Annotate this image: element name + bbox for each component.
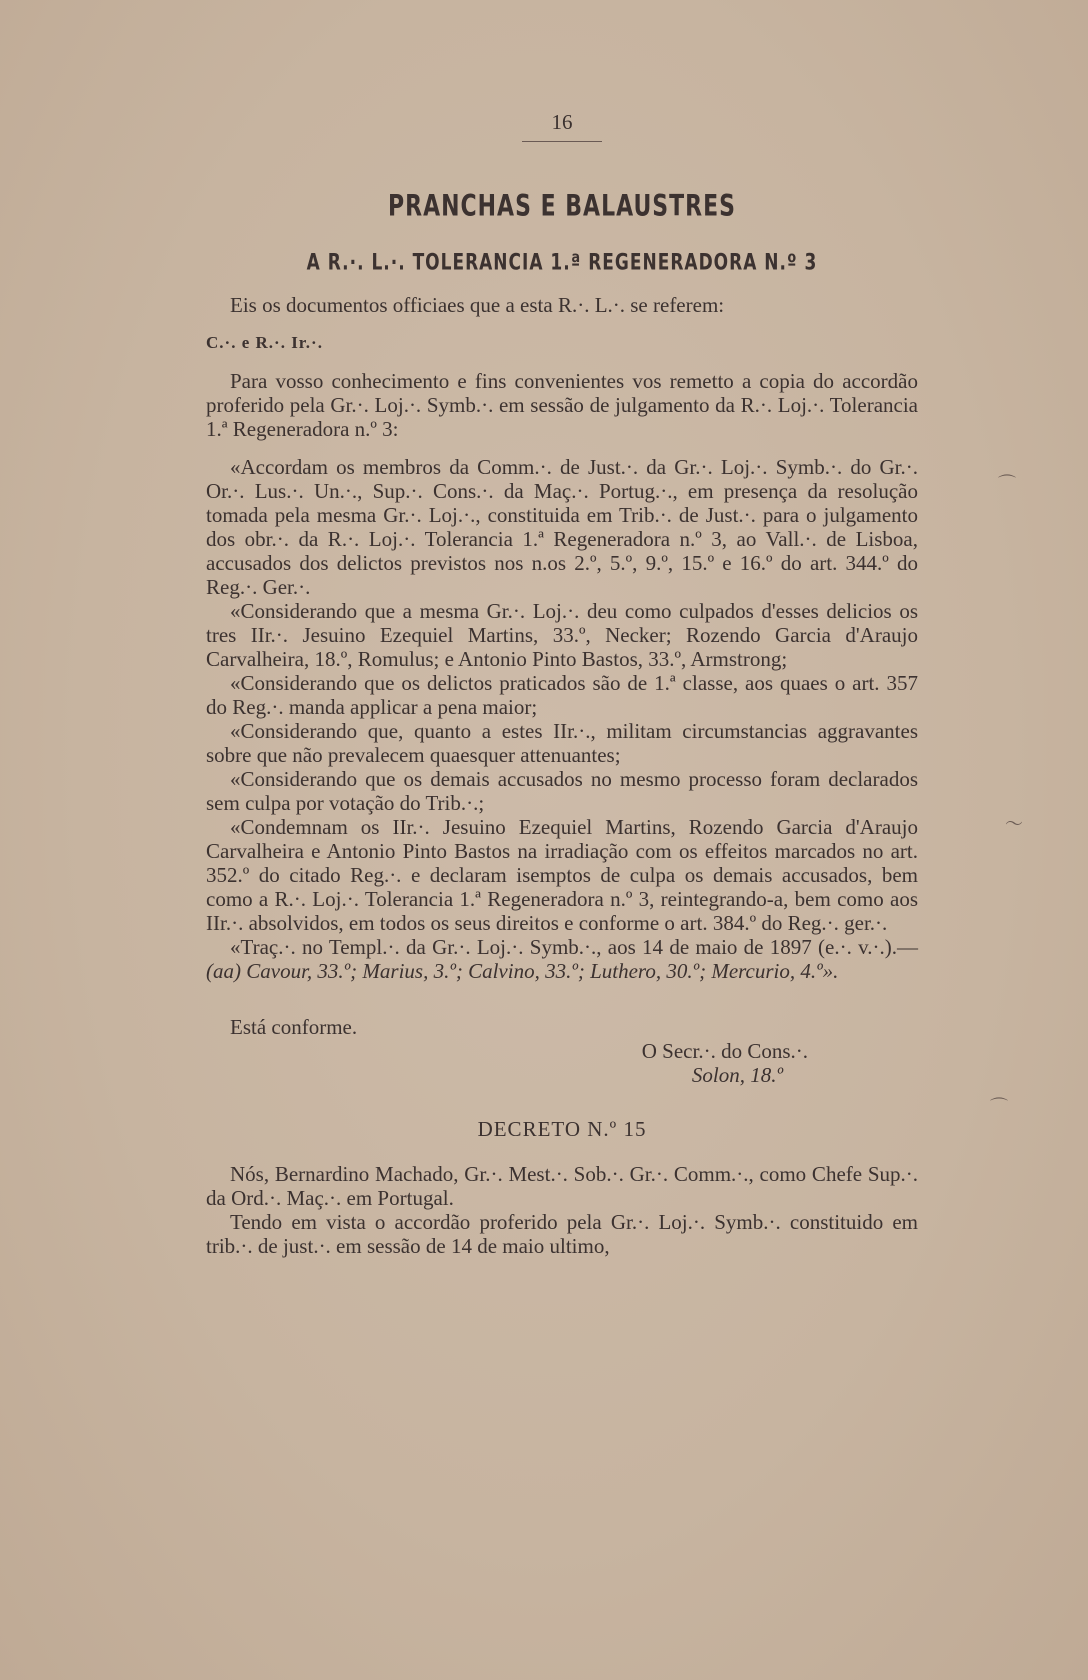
secretary-title: O Secr.·. do Cons.·.: [641, 1039, 808, 1063]
paragraph-2: «Accordam os membros da Comm.·. de Just.·. da Gr.·. Loj.·. Symb.·. do Gr.·. Or.·. Lus.·. Un.·., Sup.·. Cons.·. da Maç.·. Portug.·., em presença da resolução tomada pela mesma Gr.·. Loj.·., constituida em Trib.·. de Just.·. para o julgamento dos obr.·. da R.·. Loj.·. Tolerancia 1.ª Regeneradora n.º 3, ao Vall.·. de Lisboa, accusados dos delictos previstos nos n.os 2.º, 5.º, 9.º, 15.º e 16.º do art. 344.º do Reg.·. Ger.·.: [206, 455, 918, 599]
paragraph-gap: [206, 441, 918, 455]
margin-pencil-mark: 〜: [1005, 814, 1023, 834]
salutation: C.·. e R.·. Ir.·.: [206, 333, 323, 352]
secretary-name: Solon, 18.º: [691, 1063, 783, 1087]
decree-paragraph-1: Nós, Bernardino Machado, Gr.·. Mest.·. Sob.·. Gr.·. Comm.·., como Chefe Sup.·. da Ord.·. Maç.·. em Portugal.: [206, 1162, 918, 1210]
paragraph-1: Para vosso conhecimento e fins convenientes vos remetto a copia do accordão proferido pela Gr.·. Loj.·. Symb.·. em sessão de julgamento da R.·. Loj.·. Tolerancia 1.ª Regeneradora n.º 3:: [206, 369, 918, 441]
paragraph-6: «Considerando que os demais accusados no mesmo processo foram declarados sem culpa por votação do Trib.·.;: [206, 767, 918, 815]
page-content: [206, 110, 918, 1258]
esta-conforme: Está conforme.: [230, 1015, 358, 1039]
paragraph-7: «Condemnam os IIr.·. Jesuino Ezequiel Martins, Rozendo Garcia d'Araujo Carvalheira e Antonio Pinto Bastos na irradiação com os effeitos marcados no art. 352.º do citado Reg.·. e declaram isemptos de culpa os demais accusados, bem como a R.·. Loj.·. Tolerancia 1.ª Regeneradora n.º 3, reintegrando-a, bem como aos IIr.·. absolvidos, em todos os seus direitos e conforme o art. 384.º do Reg.·. ger.·.: [206, 815, 918, 935]
page-number: 16: [551, 110, 573, 134]
paragraph-8-signatures: (aa) Cavour, 33.º; Marius, 3.º; Calvino, 33.º; Luthero, 30.º; Mercurio, 4.º».: [206, 959, 839, 983]
intro-text: Eis os documentos officiaes que a esta R.·. L.·. se referem:: [230, 293, 725, 317]
page-number-rule: [522, 141, 602, 142]
page-title: PRANCHAS E BALAUSTRES: [388, 189, 736, 224]
margin-pencil-mark: ⌒: [998, 474, 1016, 494]
margin-pencil-mark: ⌒: [990, 1097, 1008, 1117]
decree-paragraph-2: Tendo em vista o accordão proferido pela Gr.·. Loj.·. Symb.·. constituido em trib.·. de just.·. em sessão de 14 de maio ultimo,: [206, 1210, 918, 1258]
section-subtitle: A R.·. L.·. TOLERANCIA 1.ª REGENERADORA N.º 3: [306, 250, 818, 276]
paragraph-4: «Considerando que os delictos praticados são de 1.ª classe, aos quaes o art. 357 do Reg.·. manda applicar a pena maior;: [206, 671, 918, 719]
paragraph-8-prefix: «Traç.·. no Templ.·. da Gr.·. Loj.·. Symb.·., aos 14 de maio de 1897 (e.·. v.·.).—: [230, 935, 918, 959]
paragraph-5: «Considerando que, quanto a estes IIr.·., militam circumstancias aggravantes sobre que não prevalecem quaesquer attenuantes;: [206, 719, 918, 767]
paragraph-8: [206, 935, 918, 983]
decree-heading: DECRETO N.º 15: [477, 1117, 647, 1141]
paragraph-3: «Considerando que a mesma Gr.·. Loj.·. deu como culpados d'esses delicios os tres IIr.·. Jesuino Ezequiel Martins, 33.º, Necker; Rozendo Garcia d'Araujo Carvalheira, 18.º, Romulus; e Antonio Pinto Bastos, 33.º, Armstrong;: [206, 599, 918, 671]
